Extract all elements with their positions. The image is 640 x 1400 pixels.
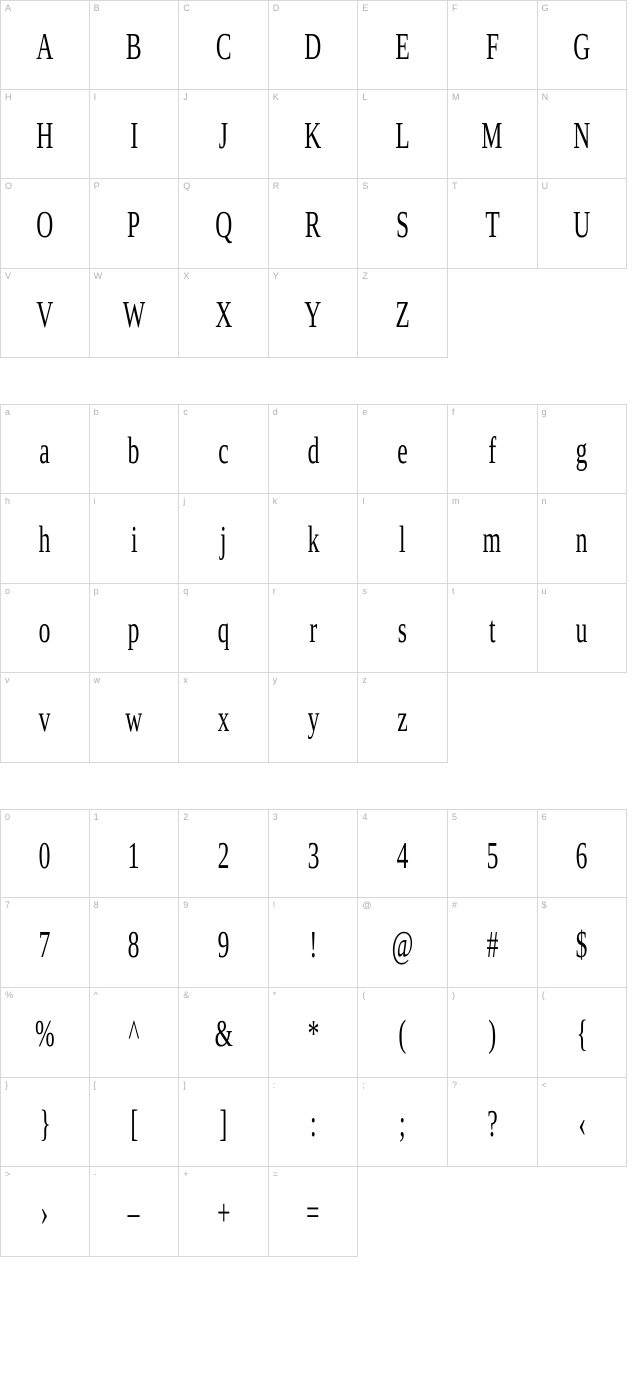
glyph-sample: # xyxy=(486,923,499,966)
glyph-sample: ! xyxy=(309,923,318,966)
glyph-sample: c xyxy=(218,430,229,473)
glyph-sample: O xyxy=(36,204,54,247)
glyph-cell[interactable] xyxy=(269,0,359,90)
glyph-row xyxy=(0,179,640,269)
glyph-sample: K xyxy=(304,114,322,157)
glyph-sample: J xyxy=(218,114,229,157)
glyph-code-label: h xyxy=(5,495,11,506)
glyph-code-label: [ xyxy=(93,1079,97,1090)
glyph-code-label: x xyxy=(183,675,188,686)
glyph-sample: % xyxy=(34,1013,55,1056)
glyph-code-label: b xyxy=(93,407,99,418)
glyph-cell[interactable] xyxy=(90,494,180,584)
glyph-code-label: 8 xyxy=(93,900,99,911)
glyph-row xyxy=(0,90,640,180)
glyph-cell[interactable] xyxy=(179,584,269,674)
glyph-sample: i xyxy=(130,519,138,562)
glyph-cell[interactable] xyxy=(538,494,628,584)
glyph-sample: ‹ xyxy=(577,1102,586,1145)
glyph-code-label: : xyxy=(272,1079,276,1090)
glyph-sample: w xyxy=(125,698,143,741)
block-digits-and-symbols xyxy=(0,809,640,1257)
glyph-code-label: C xyxy=(183,3,190,13)
glyph-cell[interactable] xyxy=(90,90,180,180)
glyph-code-label: ? xyxy=(451,1079,457,1090)
glyph-sample: ( xyxy=(398,1013,407,1056)
glyph-sample: s xyxy=(398,608,408,651)
glyph-code-label: = xyxy=(272,1169,279,1180)
glyph-code-label: * xyxy=(272,989,277,1000)
glyph-cell[interactable] xyxy=(90,179,180,269)
glyph-code-label: ! xyxy=(272,900,276,911)
glyph-sample: B xyxy=(126,25,142,68)
glyph-sample: X xyxy=(214,294,232,337)
glyph-cell[interactable] xyxy=(448,404,538,494)
glyph-sample: 1 xyxy=(128,834,140,877)
glyph-code-label: ] xyxy=(183,1079,186,1090)
glyph-code-label: a xyxy=(5,407,11,418)
glyph-code-label: L xyxy=(362,91,368,102)
glyph-code-label: V xyxy=(5,270,12,281)
glyph-code-label: n xyxy=(541,495,547,506)
glyph-cell[interactable] xyxy=(538,1078,628,1168)
glyph-sample: 3 xyxy=(307,834,319,877)
glyph-sample: 0 xyxy=(38,834,51,877)
glyph-code-label: v xyxy=(5,675,10,686)
glyph-sample: t xyxy=(488,608,496,651)
glyph-cell[interactable] xyxy=(358,494,448,584)
glyph-code-label: Y xyxy=(272,270,279,281)
glyph-row xyxy=(0,0,640,90)
glyph-code-label: r xyxy=(272,585,276,596)
glyph-cell[interactable] xyxy=(269,90,359,180)
glyph-sample: Y xyxy=(304,294,322,337)
glyph-sample: N xyxy=(573,114,591,157)
glyph-code-label: A xyxy=(5,3,12,13)
glyph-cell[interactable] xyxy=(179,0,269,90)
glyph-code-label: 6 xyxy=(541,811,547,822)
glyph-code-label: ) xyxy=(451,989,455,1000)
glyph-cell[interactable] xyxy=(448,494,538,584)
glyph-cell[interactable] xyxy=(269,988,359,1078)
glyph-sample: Z xyxy=(395,294,410,337)
glyph-cell[interactable] xyxy=(179,1167,269,1257)
glyph-code-label: X xyxy=(183,270,190,281)
glyph-code-label: u xyxy=(541,585,547,596)
glyph-cell[interactable] xyxy=(538,179,628,269)
glyph-code-label: w xyxy=(93,675,101,686)
glyph-sample: j xyxy=(220,519,227,562)
glyph-sample: R xyxy=(305,204,321,247)
glyph-cell[interactable] xyxy=(179,673,269,763)
glyph-sample: U xyxy=(573,204,591,247)
glyph-code-label: 5 xyxy=(451,811,457,822)
glyph-row xyxy=(0,898,640,988)
glyph-cell[interactable] xyxy=(90,809,180,899)
glyph-code-label: ^ xyxy=(93,989,98,1000)
glyph-cell[interactable] xyxy=(269,809,359,899)
glyph-cell[interactable] xyxy=(538,0,628,90)
glyph-cell[interactable] xyxy=(179,179,269,269)
glyph-code-label: c xyxy=(183,407,188,418)
glyph-sample: n xyxy=(575,519,588,562)
glyph-sample: W xyxy=(122,294,146,337)
glyph-code-label: Z xyxy=(362,270,368,281)
glyph-cell[interactable] xyxy=(358,179,448,269)
glyph-cell[interactable] xyxy=(269,1167,359,1257)
glyph-cell[interactable] xyxy=(538,90,628,180)
block-separator xyxy=(0,763,640,809)
glyph-cell[interactable] xyxy=(0,673,90,763)
glyph-sample: 8 xyxy=(128,923,140,966)
glyph-code-label: I xyxy=(93,91,97,102)
glyph-sample: I xyxy=(129,114,138,157)
glyph-cell[interactable] xyxy=(90,673,180,763)
glyph-code-label: 3 xyxy=(272,811,278,822)
glyph-cell[interactable] xyxy=(358,404,448,494)
glyph-code-label: K xyxy=(272,91,279,102)
glyph-sample: & xyxy=(214,1013,233,1056)
glyph-cell[interactable] xyxy=(0,809,90,899)
glyph-cell[interactable] xyxy=(269,494,359,584)
glyph-sample: F xyxy=(485,25,499,68)
glyph-code-label: s xyxy=(362,585,367,596)
block-separator xyxy=(0,358,640,404)
glyph-cell[interactable] xyxy=(90,269,180,359)
glyph-row xyxy=(0,673,640,763)
glyph-sample: G xyxy=(573,25,591,68)
glyph-code-label: 4 xyxy=(362,811,368,822)
glyph-sample: d xyxy=(307,430,319,473)
block-lowercase-letters xyxy=(0,404,640,762)
glyph-code-label: S xyxy=(362,181,369,192)
glyph-sample: ) xyxy=(488,1013,497,1056)
glyph-sample: b xyxy=(128,430,140,473)
glyph-sample: – xyxy=(128,1192,140,1235)
glyph-cell[interactable] xyxy=(538,898,628,988)
glyph-cell[interactable] xyxy=(90,1167,180,1257)
glyph-sample: 2 xyxy=(217,834,230,877)
glyph-sample: D xyxy=(304,25,322,68)
glyph-sample: ? xyxy=(487,1102,498,1145)
glyph-cell[interactable] xyxy=(90,584,180,674)
glyph-sample: q xyxy=(217,608,230,651)
glyph-code-label: R xyxy=(272,181,280,192)
glyph-cell[interactable] xyxy=(269,584,359,674)
glyph-cell[interactable] xyxy=(0,179,90,269)
glyph-cell[interactable] xyxy=(179,404,269,494)
glyph-sample: 5 xyxy=(486,834,499,877)
glyph-code-label: e xyxy=(362,407,368,418)
glyph-cell[interactable] xyxy=(358,673,448,763)
glyph-sample: : xyxy=(309,1102,317,1145)
glyph-code-label: M xyxy=(451,91,460,102)
glyph-sample: $ xyxy=(575,923,588,966)
glyph-cell[interactable] xyxy=(448,898,538,988)
glyph-cell[interactable] xyxy=(179,269,269,359)
glyph-code-label: g xyxy=(541,407,547,418)
glyph-cell[interactable] xyxy=(0,1078,90,1168)
glyph-sample: * xyxy=(307,1013,319,1056)
glyph-cell[interactable] xyxy=(269,404,359,494)
glyph-code-label: l xyxy=(362,495,365,506)
glyph-row xyxy=(0,269,640,359)
glyph-row xyxy=(0,404,640,494)
glyph-cell[interactable] xyxy=(179,90,269,180)
glyph-cell[interactable] xyxy=(358,90,448,180)
glyph-code-label: m xyxy=(451,495,460,506)
glyph-sample: V xyxy=(36,294,54,337)
glyph-code-label: y xyxy=(272,675,278,686)
glyph-code-label: E xyxy=(362,3,369,13)
glyph-cell[interactable] xyxy=(358,0,448,90)
glyph-sample: T xyxy=(485,204,500,247)
glyph-cell[interactable] xyxy=(269,1078,359,1168)
glyph-code-label: B xyxy=(93,3,100,13)
glyph-code-label: j xyxy=(183,495,186,506)
glyph-sample: [ xyxy=(129,1102,138,1145)
glyph-row xyxy=(0,584,640,674)
glyph-cell[interactable] xyxy=(0,0,90,90)
glyph-cell[interactable] xyxy=(358,584,448,674)
glyph-sample: r xyxy=(309,608,318,651)
glyph-sample: x xyxy=(217,698,230,741)
glyph-sample: E xyxy=(395,25,410,68)
glyph-sample: e xyxy=(397,430,408,473)
glyph-cell[interactable] xyxy=(0,90,90,180)
glyph-cell[interactable] xyxy=(448,90,538,180)
glyph-code-label: % xyxy=(5,989,14,1000)
glyph-row xyxy=(0,1078,640,1168)
glyph-cell[interactable] xyxy=(179,1078,269,1168)
glyph-code-label: ; xyxy=(362,1079,365,1090)
glyph-cell[interactable] xyxy=(448,0,538,90)
glyph-sample: v xyxy=(38,698,51,741)
glyph-row xyxy=(0,1167,640,1257)
glyph-cell[interactable] xyxy=(448,1078,538,1168)
glyph-cell[interactable] xyxy=(538,988,628,1078)
glyph-code-label: 7 xyxy=(5,900,11,911)
glyph-sample: z xyxy=(397,698,408,741)
glyph-cell[interactable] xyxy=(90,988,180,1078)
glyph-code-label: $ xyxy=(541,900,547,911)
glyph-sample: M xyxy=(481,114,503,157)
glyph-sample: A xyxy=(36,25,54,68)
glyph-code-label: 9 xyxy=(183,900,189,911)
glyph-code-label: 2 xyxy=(183,811,189,822)
glyph-sample: f xyxy=(488,430,497,473)
glyph-cell[interactable] xyxy=(538,809,628,899)
glyph-code-label: U xyxy=(541,181,549,192)
glyph-cell[interactable] xyxy=(0,1167,90,1257)
glyph-code-label: > xyxy=(5,1169,11,1180)
glyph-sample: = xyxy=(306,1192,320,1235)
glyph-code-label: @ xyxy=(362,900,372,911)
glyph-cell[interactable] xyxy=(90,404,180,494)
glyph-sample: u xyxy=(575,608,588,651)
glyph-cell[interactable] xyxy=(179,898,269,988)
glyph-cell[interactable] xyxy=(0,584,90,674)
glyph-sample: ] xyxy=(219,1102,228,1145)
glyph-code-label: d xyxy=(272,407,278,418)
glyph-cell[interactable] xyxy=(269,673,359,763)
glyph-code-label: + xyxy=(183,1169,189,1180)
glyph-code-label: # xyxy=(451,900,457,911)
glyph-cell[interactable] xyxy=(90,0,180,90)
glyph-code-label: & xyxy=(183,989,190,1000)
glyph-sample: h xyxy=(38,519,51,562)
glyph-cell[interactable] xyxy=(358,898,448,988)
glyph-cell[interactable] xyxy=(538,584,628,674)
glyph-sample: 7 xyxy=(38,923,51,966)
glyph-sample: } xyxy=(39,1102,51,1145)
glyph-cell[interactable] xyxy=(358,988,448,1078)
glyph-sample: ^ xyxy=(128,1013,140,1056)
glyph-cell[interactable] xyxy=(0,404,90,494)
glyph-code-label: T xyxy=(451,181,458,192)
glyph-code-label: t xyxy=(451,585,455,596)
glyph-code-label: o xyxy=(5,585,11,596)
glyph-code-label: ( xyxy=(362,989,366,1000)
glyph-code-label: p xyxy=(93,585,99,596)
glyph-cell[interactable] xyxy=(179,494,269,584)
glyph-code-label: i xyxy=(93,495,96,506)
glyph-cell[interactable] xyxy=(538,404,628,494)
glyph-cell[interactable] xyxy=(448,584,538,674)
glyph-cell[interactable] xyxy=(448,179,538,269)
glyph-cell[interactable] xyxy=(0,988,90,1078)
glyph-cell[interactable] xyxy=(358,809,448,899)
glyph-cell[interactable] xyxy=(179,809,269,899)
glyph-cell[interactable] xyxy=(448,988,538,1078)
glyph-code-label: 0 xyxy=(5,811,11,822)
glyph-cell[interactable] xyxy=(0,898,90,988)
glyph-sample: y xyxy=(307,698,319,741)
glyph-cell[interactable] xyxy=(0,494,90,584)
glyph-sample: k xyxy=(307,519,319,562)
glyph-sample: o xyxy=(38,608,51,651)
glyph-code-label: N xyxy=(541,91,549,102)
glyph-code-label: P xyxy=(93,181,100,192)
glyph-sample: H xyxy=(36,114,54,157)
glyph-sample: p xyxy=(128,608,140,651)
glyph-sample: Q xyxy=(214,204,232,247)
glyph-code-label: - xyxy=(93,1169,97,1180)
glyph-code-label: } xyxy=(5,1079,9,1090)
glyph-sample: P xyxy=(127,204,141,247)
glyph-code-label: F xyxy=(451,3,458,13)
glyph-code-label: W xyxy=(93,270,103,281)
glyph-sample: a xyxy=(39,430,51,473)
glyph-cell[interactable] xyxy=(179,988,269,1078)
glyph-code-label: J xyxy=(183,91,188,102)
glyph-code-label: z xyxy=(362,675,367,686)
glyph-code-label: O xyxy=(5,181,13,192)
block-uppercase-letters xyxy=(0,0,640,358)
glyph-cell[interactable] xyxy=(269,898,359,988)
glyph-sample: 4 xyxy=(396,834,409,877)
glyph-sample: 9 xyxy=(217,923,230,966)
glyph-cell[interactable] xyxy=(90,898,180,988)
glyph-sample: l xyxy=(399,519,406,562)
glyph-sample: 6 xyxy=(575,834,588,877)
glyph-sample: C xyxy=(215,25,232,68)
glyph-sample: › xyxy=(40,1192,49,1235)
glyph-cell[interactable] xyxy=(90,1078,180,1168)
glyph-cell[interactable] xyxy=(448,809,538,899)
glyph-code-label: k xyxy=(272,495,278,506)
glyph-sample: m xyxy=(483,519,502,562)
glyph-sample: ; xyxy=(399,1102,406,1145)
glyph-cell[interactable] xyxy=(358,269,448,359)
glyph-cell[interactable] xyxy=(269,179,359,269)
glyph-row xyxy=(0,494,640,584)
glyph-code-label: q xyxy=(183,585,189,596)
glyph-sample: + xyxy=(216,1192,231,1235)
glyph-code-label: < xyxy=(541,1079,547,1090)
glyph-sample: @ xyxy=(391,923,414,966)
glyph-sample: { xyxy=(576,1013,588,1056)
glyph-code-label: f xyxy=(451,407,455,418)
glyph-code-label: D xyxy=(272,3,280,13)
glyph-sample: L xyxy=(395,114,410,157)
glyph-row xyxy=(0,809,640,899)
glyph-row xyxy=(0,988,640,1078)
glyph-code-label: G xyxy=(541,3,549,13)
glyph-sample: g xyxy=(575,430,588,473)
glyph-code-label: 1 xyxy=(93,811,99,822)
glyph-code-label: Q xyxy=(183,181,191,192)
glyph-cell[interactable] xyxy=(269,269,359,359)
glyph-code-label: { xyxy=(541,989,545,1000)
glyph-sample: S xyxy=(396,204,410,247)
glyph-code-label: H xyxy=(5,91,12,102)
glyph-cell[interactable] xyxy=(0,269,90,359)
glyph-cell[interactable] xyxy=(358,1078,448,1168)
